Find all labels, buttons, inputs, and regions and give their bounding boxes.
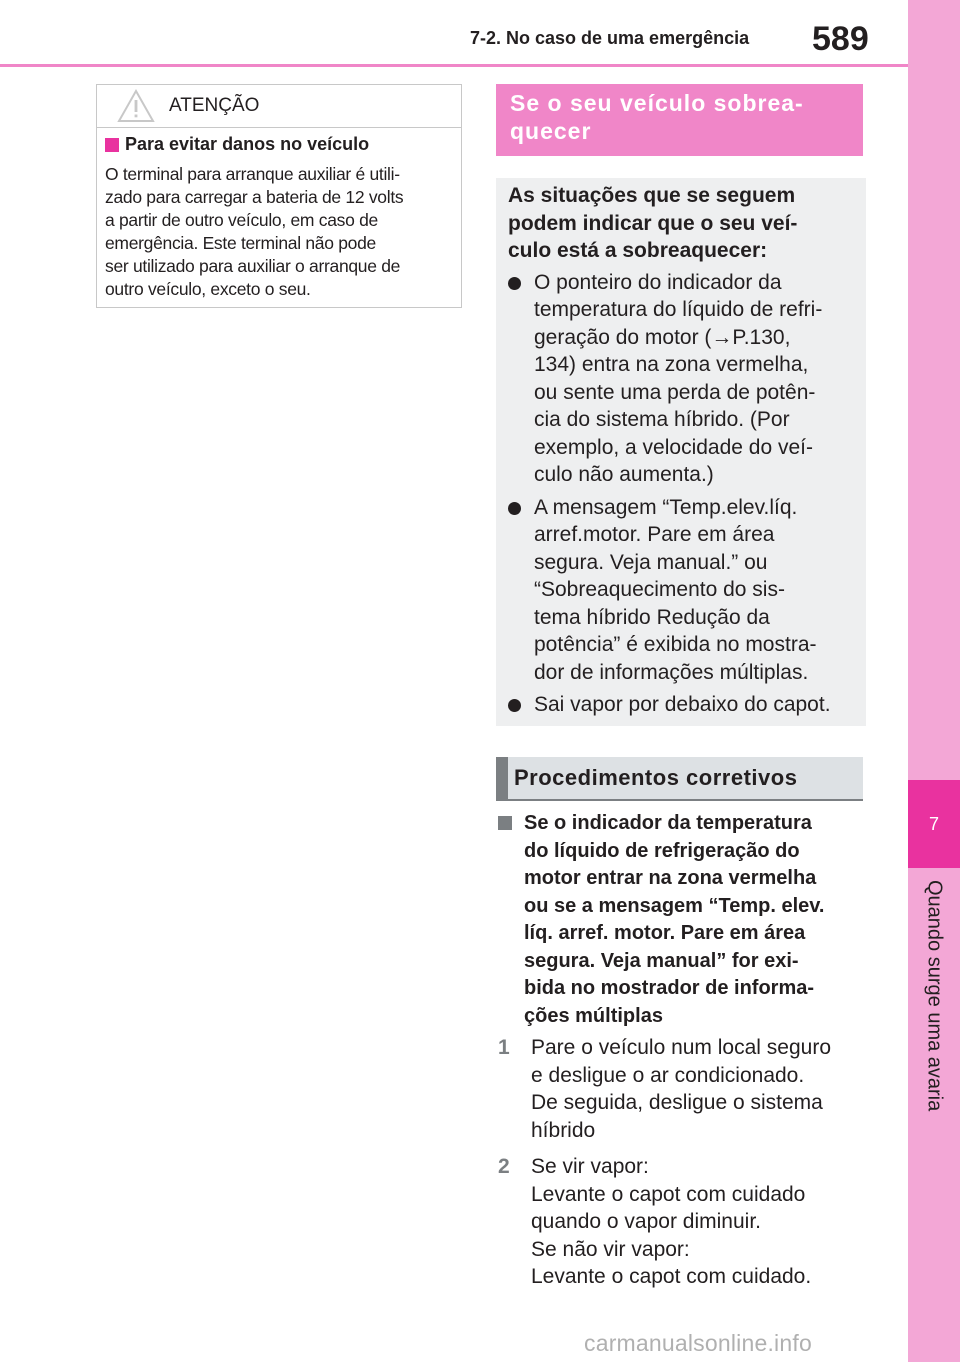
- bullet-text: Sai vapor por debaixo do capot.: [534, 693, 831, 716]
- list-item: [508, 269, 854, 489]
- symptom-box: [496, 178, 866, 726]
- page-number: 589: [812, 20, 869, 58]
- overheat-banner: Se o seu veículo sobrea- quecer: [496, 84, 863, 156]
- header-rule: [0, 64, 908, 67]
- warning-text: O terminal para arranque auxiliar é utili- zado para carregar a bateria de 12 volts a partir de outro veículo, em caso de emergência. Este terminal não pode ser utilizado para auxiliar o arranque de outro veículo, exceto o seu.: [105, 164, 404, 299]
- list-item: [508, 691, 854, 719]
- bullet-icon: [508, 699, 521, 712]
- step-number: 2: [498, 1155, 510, 1178]
- step-2: [496, 1153, 866, 1291]
- step-text: Se vir vapor: Levante o capot com cuidado quando o vapor diminuir. Se não vir vapor: Levante o capot com cuidado.: [531, 1155, 812, 1288]
- bullet-text: O ponteiro do indicador da temperatura do líquido de refri- geração do motor (→P.130, 134) entra na zona vermelha, ou sente uma perda de potên- cia do sistema híbrido. (Por exemplo, a velocidade do veí- culo não aumenta.): [534, 270, 823, 486]
- gray-square-icon: [498, 816, 512, 830]
- warning-title: ATENÇÃO: [169, 95, 260, 116]
- chapter-number-tab: 7: [908, 780, 960, 868]
- warning-subheading-text: Para evitar danos no veículo: [125, 134, 370, 154]
- step-text: Pare o veículo num local seguro e desligue o ar condicionado. De seguida, desligue o sistema híbrido: [531, 1036, 831, 1142]
- watermark: carmanualsonline.info: [584, 1330, 812, 1356]
- side-tab-top: [908, 0, 960, 780]
- bullet-icon: [508, 277, 521, 290]
- warning-body: [97, 128, 461, 301]
- warning-box: [96, 84, 462, 308]
- procedure-subheading-text: Se o indicador da temperatura do líquido de refrigeração do motor entrar na zona vermelha ou se a mensagem “Temp. elev. líq. arref. motor. Pare em área segura. Veja manual” for exi- bida no mostrador de informa- ções múltiplas: [524, 812, 825, 1027]
- section-title: 7-2. No caso de uma emergência: [470, 28, 750, 48]
- bullet-text: A mensagem “Temp.elev.líq. arref.motor. Pare em área segura. Veja manual.” ou “Sobreaquecimento do sis- tema híbrido Redução da potência” é exibida no mostra- dor de informações múltiplas.: [534, 495, 817, 684]
- symptom-intro: As situações que se seguem podem indicar que o seu veí- culo está a sobreaquecer:: [508, 184, 798, 262]
- step-number: 1: [498, 1036, 510, 1059]
- pink-square-icon: [105, 138, 119, 152]
- warning-subheading: [105, 134, 453, 155]
- procedures-banner: Procedimentos corretivos: [496, 757, 863, 801]
- warning-header: [97, 85, 461, 128]
- warning-triangle-icon: [117, 89, 155, 123]
- procedure-subheading: [496, 810, 866, 1030]
- chapter-title: Quando surge uma avaria: [923, 880, 946, 1112]
- list-item: [508, 494, 854, 687]
- bullet-icon: [508, 502, 521, 515]
- step-1: [496, 1034, 866, 1144]
